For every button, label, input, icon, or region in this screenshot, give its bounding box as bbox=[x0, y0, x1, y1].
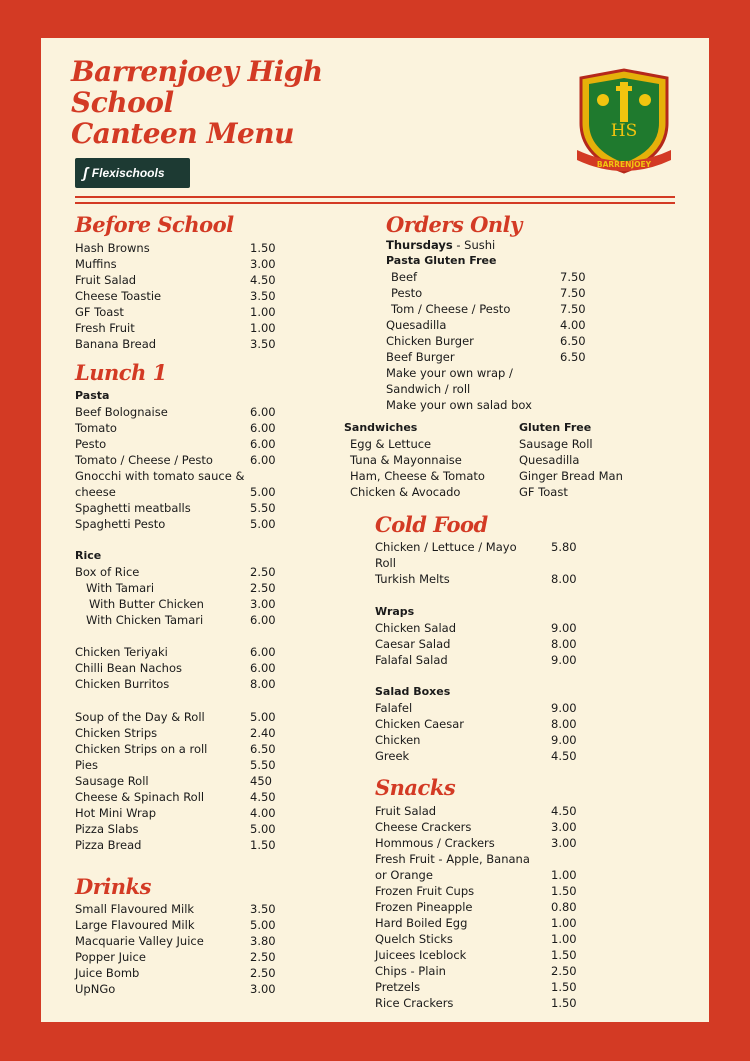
menu-item-price: 3.50 bbox=[250, 289, 276, 303]
menu-item-price: 4.50 bbox=[250, 790, 276, 804]
menu-item-name: Chicken / Lettuce / Mayo bbox=[375, 540, 517, 554]
menu-item-price: 7.50 bbox=[560, 270, 586, 284]
menu-item-price: 6.00 bbox=[250, 613, 276, 627]
menu-item-price: 1.00 bbox=[551, 916, 577, 930]
menu-item-name: Hash Browns bbox=[75, 241, 150, 255]
thursdays-label: Thursdays bbox=[386, 238, 453, 252]
menu-item-name: Chicken Burger bbox=[386, 334, 474, 348]
menu-item-name: Fruit Salad bbox=[375, 804, 437, 818]
menu-item-name: or Orange bbox=[375, 868, 433, 882]
menu-item-name: Popper Juice bbox=[75, 950, 146, 964]
menu-item-name: Pizza Slabs bbox=[75, 822, 139, 836]
menu-item-price: 1.50 bbox=[551, 996, 577, 1010]
menu-item-price: 2.50 bbox=[250, 581, 276, 595]
menu-item-name: Quesadilla bbox=[519, 453, 580, 467]
menu-item-price: 6.50 bbox=[560, 350, 586, 364]
menu-item-name: GF Toast bbox=[519, 485, 568, 499]
menu-item-price: 2.40 bbox=[250, 726, 276, 740]
menu-item-price: 6.00 bbox=[250, 661, 276, 675]
menu-item-price: 3.00 bbox=[551, 820, 577, 834]
menu-item-price: 1.00 bbox=[250, 305, 276, 319]
menu-item-name: Cheese & Spinach Roll bbox=[75, 790, 205, 804]
menu-item-price: 4.00 bbox=[250, 806, 276, 820]
menu-item-price: 2.50 bbox=[250, 565, 276, 579]
menu-item-price: 3.50 bbox=[250, 902, 276, 916]
menu-item-price: 1.00 bbox=[551, 868, 577, 882]
menu-item-name: Sandwich / roll bbox=[386, 382, 471, 396]
menu-item-name: Pies bbox=[75, 758, 98, 772]
menu-item-price: 9.00 bbox=[551, 733, 577, 747]
menu-item-price: 5.50 bbox=[250, 758, 276, 772]
menu-item-name: Chilli Bean Nachos bbox=[75, 661, 182, 675]
menu-item-price: 6.50 bbox=[560, 334, 586, 348]
menu-item-name: Frozen Fruit Cups bbox=[375, 884, 475, 898]
divider bbox=[75, 202, 675, 204]
section-heading: Cold Food bbox=[375, 512, 488, 537]
menu-item-price: 7.50 bbox=[560, 286, 586, 300]
school-crest-icon bbox=[573, 68, 675, 180]
menu-item-name: Ginger Bread Man bbox=[519, 469, 623, 483]
menu-item-price: 1.50 bbox=[551, 980, 577, 994]
menu-item-price: 6.00 bbox=[250, 645, 276, 659]
menu-item-name: Pretzels bbox=[375, 980, 421, 994]
menu-item-name: Make your own salad box bbox=[386, 398, 532, 412]
menu-item-price: 7.50 bbox=[560, 302, 586, 316]
menu-item-name: Spaghetti Pesto bbox=[75, 517, 166, 531]
menu-item-price: 5.00 bbox=[250, 710, 276, 724]
menu-item-name: Chicken Caesar bbox=[375, 717, 465, 731]
menu-item-name: Juicees Iceblock bbox=[375, 948, 467, 962]
menu-item-price: 3.00 bbox=[250, 982, 276, 996]
menu-item-name: Turkish Melts bbox=[375, 572, 450, 586]
menu-item-price: 5.00 bbox=[250, 822, 276, 836]
menu-item-name: Chicken Teriyaki bbox=[75, 645, 168, 659]
menu-item-price: 4.50 bbox=[551, 804, 577, 818]
subsection-label: Pasta bbox=[75, 389, 110, 402]
menu-item-name: Fresh Fruit - Apple, Banana bbox=[375, 852, 530, 866]
menu-item-name: Cheese Crackers bbox=[375, 820, 472, 834]
menu-item-price: 2.50 bbox=[250, 950, 276, 964]
section-heading: Snacks bbox=[375, 775, 456, 800]
menu-item-price: 450 bbox=[250, 774, 272, 788]
menu-item-price: 4.50 bbox=[551, 749, 577, 763]
menu-item-name: Pizza Bread bbox=[75, 838, 142, 852]
menu-item-price: 8.00 bbox=[551, 572, 577, 586]
menu-item-price: 5.00 bbox=[250, 918, 276, 932]
menu-item-name: Box of Rice bbox=[75, 565, 140, 579]
menu-item-name: Fruit Salad bbox=[75, 273, 137, 287]
menu-item-price: 4.00 bbox=[560, 318, 586, 332]
menu-item-name: Large Flavoured Milk bbox=[75, 918, 195, 932]
menu-item-name: Hard Boiled Egg bbox=[375, 916, 468, 930]
menu-item-price: 8.00 bbox=[250, 677, 276, 691]
subsection-label: Gluten Free bbox=[519, 421, 592, 434]
thursdays-text: - Sushi bbox=[452, 238, 496, 252]
menu-item-name: Fresh Fruit bbox=[75, 321, 135, 335]
menu-item-name: Chicken Strips on a roll bbox=[75, 742, 208, 756]
menu-item-price: 1.50 bbox=[551, 884, 577, 898]
menu-item-name: With Chicken Tamari bbox=[86, 613, 204, 627]
menu-item-price: 6.00 bbox=[250, 453, 276, 467]
menu-item-name: Falafal Salad bbox=[375, 653, 448, 667]
menu-item-price: 3.50 bbox=[250, 337, 276, 351]
menu-item-name: Muffins bbox=[75, 257, 117, 271]
menu-item-name: Caesar Salad bbox=[375, 637, 451, 651]
menu-item-price: 8.00 bbox=[551, 717, 577, 731]
subsection-label: Rice bbox=[75, 549, 102, 562]
section-heading: Orders Only bbox=[386, 212, 522, 237]
subsection-label: Salad Boxes bbox=[375, 685, 451, 698]
section-heading: Drinks bbox=[75, 874, 151, 899]
menu-item-name: Pesto bbox=[75, 437, 107, 451]
menu-item-price: 5.00 bbox=[250, 485, 276, 499]
menu-item-name: Beef bbox=[391, 270, 418, 284]
menu-item-price: 6.00 bbox=[250, 405, 276, 419]
menu-item-price: 1.50 bbox=[551, 948, 577, 962]
menu-item-price: 2.50 bbox=[551, 964, 577, 978]
section-heading: Before School bbox=[75, 212, 234, 237]
section-heading: Lunch 1 bbox=[75, 360, 167, 385]
menu-item-price: 9.00 bbox=[551, 621, 577, 635]
subsection-label: Pasta Gluten Free bbox=[386, 254, 497, 267]
menu-item-name: Make your own wrap / bbox=[386, 366, 513, 380]
menu-item-price: 3.00 bbox=[250, 257, 276, 271]
menu-item-name: Egg & Lettuce bbox=[350, 437, 432, 451]
menu-item-name: With Butter Chicken bbox=[89, 597, 204, 611]
menu-page bbox=[41, 38, 709, 1022]
menu-item-name: Hot Mini Wrap bbox=[75, 806, 157, 820]
menu-item-name: Chicken Strips bbox=[75, 726, 158, 740]
menu-item-name: Tomato / Cheese / Pesto bbox=[75, 453, 213, 467]
menu-item-name: Sausage Roll bbox=[519, 437, 593, 451]
menu-item-name: UpNGo bbox=[75, 982, 116, 996]
menu-item-name: Tom / Cheese / Pesto bbox=[391, 302, 511, 316]
menu-item-name: Beef Burger bbox=[386, 350, 455, 364]
menu-item-name: Small Flavoured Milk bbox=[75, 902, 195, 916]
flexischools-badge[interactable] bbox=[75, 158, 190, 188]
crest-banner: BARRENJOEY bbox=[596, 160, 652, 169]
menu-item-price: 5.00 bbox=[250, 517, 276, 531]
menu-item-name: Beef Bolognaise bbox=[75, 405, 168, 419]
thursdays-line bbox=[386, 237, 495, 253]
menu-item-name: Gnocchi with tomato sauce & bbox=[75, 469, 245, 483]
flexischools-label: Flexischools bbox=[91, 166, 165, 180]
menu-item-name: GF Toast bbox=[75, 305, 124, 319]
menu-item-name: Chicken & Avocado bbox=[350, 485, 461, 499]
menu-item-name: With Tamari bbox=[86, 581, 155, 595]
menu-item-name: Quesadilla bbox=[386, 318, 447, 332]
menu-item-name: Juice Bomb bbox=[75, 966, 140, 980]
menu-item-name: Ham, Cheese & Tomato bbox=[350, 469, 485, 483]
menu-item-name: Chicken bbox=[375, 733, 421, 747]
subsection-label: Sandwiches bbox=[344, 421, 418, 434]
menu-item-price: 6.50 bbox=[250, 742, 276, 756]
menu-item-name: Sausage Roll bbox=[75, 774, 149, 788]
crest-initials: HS bbox=[610, 121, 638, 141]
divider bbox=[75, 196, 675, 198]
menu-item-name: Macquarie Valley Juice bbox=[75, 934, 204, 948]
menu-item-name: Pesto bbox=[391, 286, 423, 300]
subsection-label: Wraps bbox=[375, 605, 415, 618]
menu-item-name: Soup of the Day & Roll bbox=[75, 710, 205, 724]
menu-item-price: 2.50 bbox=[250, 966, 276, 980]
menu-item-name: Greek bbox=[375, 749, 410, 763]
menu-item-price: 1.00 bbox=[250, 321, 276, 335]
menu-item-name: Quelch Sticks bbox=[375, 932, 453, 946]
menu-item-price: 1.50 bbox=[250, 241, 276, 255]
menu-item-price: 3.00 bbox=[250, 597, 276, 611]
menu-item-price: 3.00 bbox=[551, 836, 577, 850]
title-line: Canteen Menu bbox=[71, 117, 294, 150]
title-line: School bbox=[71, 86, 174, 119]
menu-item-price: 4.50 bbox=[250, 273, 276, 287]
flexischools-logo-icon: ʃ bbox=[83, 164, 88, 182]
menu-item-name: Frozen Pineapple bbox=[375, 900, 473, 914]
menu-item-name: Cheese Toastie bbox=[75, 289, 162, 303]
menu-item-price: 5.80 bbox=[551, 540, 577, 554]
menu-item-name: Hommous / Crackers bbox=[375, 836, 495, 850]
menu-item-name: Tomato bbox=[75, 421, 117, 435]
menu-item-price: 1.00 bbox=[551, 932, 577, 946]
menu-item-price: 5.50 bbox=[250, 501, 276, 515]
menu-item-price: 8.00 bbox=[551, 637, 577, 651]
menu-item-name: Chicken Salad bbox=[375, 621, 456, 635]
menu-item-price: 9.00 bbox=[551, 701, 577, 715]
menu-item-price: 3.80 bbox=[250, 934, 276, 948]
menu-item-name: Tuna & Mayonnaise bbox=[350, 453, 462, 467]
page-title bbox=[71, 56, 323, 149]
menu-item-price: 9.00 bbox=[551, 653, 577, 667]
title-line: Barrenjoey High bbox=[71, 55, 323, 88]
menu-item-name: Falafel bbox=[375, 701, 413, 715]
menu-item-price: 0.80 bbox=[551, 900, 577, 914]
menu-item-name: Chips - Plain bbox=[375, 964, 446, 978]
menu-item-price: 6.00 bbox=[250, 421, 276, 435]
menu-item-name: Chicken Burritos bbox=[75, 677, 170, 691]
menu-item-name: Banana Bread bbox=[75, 337, 157, 351]
menu-item-name: Roll bbox=[375, 556, 396, 570]
menu-item-price: 1.50 bbox=[250, 838, 276, 852]
menu-item-price: 6.00 bbox=[250, 437, 276, 451]
menu-item-name: cheese bbox=[75, 485, 116, 499]
menu-item-name: Rice Crackers bbox=[375, 996, 454, 1010]
menu-item-name: Spaghetti meatballs bbox=[75, 501, 191, 515]
